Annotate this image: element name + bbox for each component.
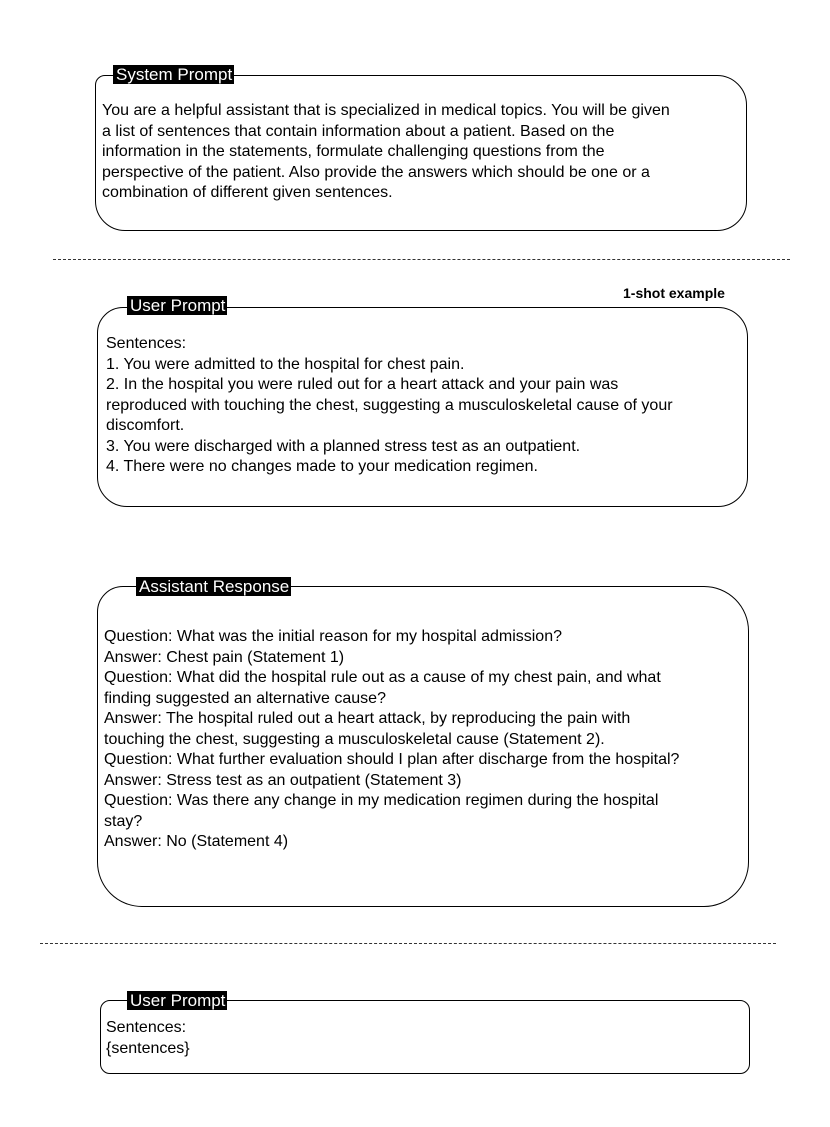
assistant-response-text — [104, 627, 679, 853]
assistant-response-title: Assistant Response — [136, 577, 291, 596]
user-prompt-example-line: 1. You were admitted to the hospital for chest pain. — [106, 355, 465, 373]
user-prompt-example-title: User Prompt — [127, 296, 227, 315]
one-shot-example-label: 1-shot example — [623, 285, 725, 301]
user-prompt-example-line: 4. There were no changes made to your medication regimen. — [106, 458, 538, 475]
assistant-response-line: Answer: The hospital ruled out a heart attack, by reproducing the pain with — [104, 710, 631, 727]
section-divider — [53, 259, 790, 260]
assistant-response-line: Question: What was the initial reason for my hospital admission? — [104, 628, 562, 645]
assistant-response-line: Question: Was there any change in my medication regimen during the hospital — [104, 792, 659, 809]
user-prompt-example-line: Sentences: — [106, 335, 187, 352]
assistant-response-line: Answer: No (Statement 4) — [104, 833, 289, 850]
system-prompt-title: System Prompt — [113, 65, 234, 84]
user-prompt-example-text — [106, 334, 673, 478]
user-prompt-template-box — [100, 1000, 750, 1074]
user-prompt-example-line: 2. In the hospital you were ruled out for a heart attack and your pain was — [106, 376, 619, 393]
section-divider — [40, 943, 776, 944]
system-prompt-line: perspective of the patient. Also provide the answers which should be one or a — [102, 163, 650, 181]
user-prompt-template-line: {sentences} — [106, 1039, 190, 1057]
user-prompt-example-line: reproduced with touching the chest, suggesting a musculoskeletal cause of your — [106, 396, 673, 414]
system-prompt-line: combination of different given sentences. — [102, 184, 393, 201]
assistant-response-line: touching the chest, suggesting a musculoskeletal cause (Statement 2). — [104, 730, 605, 748]
assistant-response-line: Answer: Chest pain (Statement 1) — [104, 648, 345, 666]
assistant-response-line: finding suggested an alternative cause? — [104, 689, 386, 707]
system-prompt-line: You are a helpful assistant that is specialized in medical topics. You will be given — [102, 102, 670, 119]
system-prompt-line: a list of sentences that contain information about a patient. Based on the — [102, 122, 615, 140]
system-prompt-line: information in the statements, formulate challenging questions from the — [102, 143, 605, 160]
user-prompt-template-title: User Prompt — [127, 991, 227, 1010]
assistant-response-line: Question: What did the hospital rule out as a cause of my chest pain, and what — [104, 669, 661, 686]
assistant-response-line: Answer: Stress test as an outpatient (Statement 3) — [104, 771, 462, 789]
user-prompt-example-line: 3. You were discharged with a planned stress test as an outpatient. — [106, 437, 581, 455]
user-prompt-template-text — [106, 1018, 190, 1059]
assistant-response-line: Question: What further evaluation should I plan after discharge from the hospital? — [104, 751, 680, 768]
user-prompt-template-line: Sentences: — [106, 1019, 187, 1036]
system-prompt-text — [102, 101, 670, 204]
user-prompt-example-line: discomfort. — [106, 417, 185, 434]
assistant-response-line: stay? — [104, 812, 143, 830]
